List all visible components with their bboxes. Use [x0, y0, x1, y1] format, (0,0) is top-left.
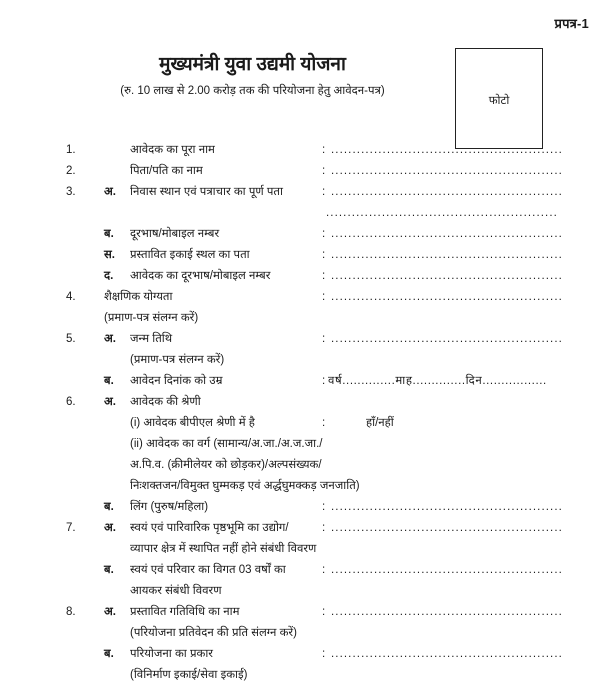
form-row [0, 371, 615, 392]
form-row [0, 602, 615, 623]
row-label: व्यापार क्षेत्र में स्थापित नहीं होने संबंधी विवरण [130, 543, 317, 555]
form-row [0, 455, 615, 476]
row-number: 4. [66, 291, 76, 303]
form-row [0, 434, 615, 455]
row-sub-letter: ब. [104, 501, 114, 513]
form-row [0, 329, 615, 350]
row-label: आवेदक का पूरा नाम [130, 144, 215, 156]
row-label: (परियोजना प्रतिवेदन की प्रति संलग्न करें) [130, 627, 297, 639]
answer-dotted-line[interactable]: ...................................................... [326, 207, 558, 219]
answer-dotted-line[interactable]: ...................................................... [331, 648, 563, 660]
form-row [0, 413, 615, 434]
row-colon: : [322, 501, 326, 513]
row-sub-letter: अ. [104, 606, 116, 618]
row-colon: : [322, 606, 326, 618]
row-number: 2. [66, 165, 76, 177]
row-colon: : [322, 564, 326, 576]
row-number: 7. [66, 522, 76, 534]
form-row [0, 161, 615, 182]
row-sub-letter: ब. [104, 648, 114, 660]
row-colon: : [322, 522, 326, 534]
row-label: निवास स्थान एवं पत्राचार का पूर्ण पता [130, 186, 283, 198]
form-row [0, 644, 615, 665]
row-number: 5. [66, 333, 76, 345]
row-colon: : [322, 291, 326, 303]
row-label: प्रस्तावित इकाई स्थल का पता [130, 249, 250, 261]
row-sub-letter: अ. [104, 396, 116, 408]
answer-dotted-line[interactable]: ...................................................... [331, 144, 563, 156]
answer-dotted-line[interactable]: ...................................................... [331, 186, 563, 198]
row-colon: : [322, 333, 326, 345]
row-sub-letter: स. [104, 249, 115, 261]
yes-no-option[interactable]: हाँ/नहीं [366, 417, 394, 429]
row-label: शैक्षणिक योग्यता [104, 291, 173, 303]
row-label: प्रस्तावित गतिविधि का नाम [130, 606, 240, 618]
answer-dotted-line[interactable]: ...................................................... [331, 333, 563, 345]
answer-dotted-line[interactable]: ...................................................... [331, 249, 563, 261]
age-input-line[interactable]: वर्ष..............माह..............दिन................. [328, 375, 547, 387]
form-row [0, 203, 615, 224]
row-colon: : [322, 144, 326, 156]
form-row [0, 287, 615, 308]
form-row [0, 539, 615, 560]
form-row [0, 623, 615, 644]
row-label: पिता/पति का नाम [130, 165, 203, 177]
form-row [0, 308, 615, 329]
answer-dotted-line[interactable]: ...................................................... [331, 564, 563, 576]
form-rows [0, 140, 615, 686]
row-number: 1. [66, 144, 76, 156]
row-colon: : [322, 417, 326, 429]
form-row [0, 581, 615, 602]
form-row [0, 476, 615, 497]
answer-dotted-line[interactable]: ...................................................... [331, 291, 563, 303]
row-sub-letter: द. [104, 270, 114, 282]
photo-placeholder-box[interactable] [455, 48, 543, 149]
row-label: दूरभाष/मोबाइल नम्बर [130, 228, 220, 240]
row-colon: : [322, 228, 326, 240]
row-number: 6. [66, 396, 76, 408]
answer-dotted-line[interactable]: ...................................................... [331, 606, 563, 618]
form-row [0, 182, 615, 203]
row-sub-letter: अ. [104, 522, 116, 534]
row-colon: : [322, 375, 326, 387]
row-label: (i) आवेदक बीपीएल श्रेणी में है [130, 417, 255, 429]
form-row [0, 497, 615, 518]
row-label: परियोजना का प्रकार [130, 648, 214, 660]
row-label: आवेदक की श्रेणी [130, 396, 201, 408]
row-colon: : [322, 186, 326, 198]
row-sub-letter: अ. [104, 186, 116, 198]
form-row [0, 350, 615, 371]
row-colon: : [322, 270, 326, 282]
form-row [0, 518, 615, 539]
row-sub-letter: अ. [104, 333, 116, 345]
page-subtitle: (रु. 10 लाख से 2.00 करोड़ तक की परियोजना हेतु आवेदन-पत्र) [120, 85, 385, 97]
row-label: स्वयं एवं पारिवारिक पृष्ठभूमि का उद्योग/ [130, 522, 289, 534]
row-number: 8. [66, 606, 76, 618]
form-row [0, 392, 615, 413]
row-label: निःशक्तजन/विमुक्त घुम्मकड़ एवं अर्द्धघुमक्कड़ जनजाति) [130, 480, 360, 492]
row-label: (प्रमाण-पत्र संलग्न करें) [104, 312, 199, 324]
page-title: मुख्यमंत्री युवा उद्यमी योजना [159, 54, 346, 75]
form-row [0, 560, 615, 581]
row-label: आवेदक का दूरभाष/मोबाइल नम्बर [130, 270, 271, 282]
row-colon: : [322, 249, 326, 261]
row-sub-letter: ब. [104, 564, 114, 576]
row-label: (ii) आवेदक का वर्ग (सामान्य/अ.जा./अ.ज.जा./ [130, 438, 323, 450]
title-block [60, 52, 445, 99]
form-row [0, 140, 615, 161]
form-row [0, 665, 615, 686]
row-colon: : [322, 648, 326, 660]
form-row [0, 224, 615, 245]
answer-dotted-line[interactable]: ...................................................... [331, 228, 563, 240]
answer-dotted-line[interactable]: ...................................................... [331, 501, 563, 513]
answer-dotted-line[interactable]: ...................................................... [331, 270, 563, 282]
answer-dotted-line[interactable]: ...................................................... [331, 522, 563, 534]
form-code-label: प्रपत्र-1 [554, 16, 589, 31]
answer-dotted-line[interactable]: ...................................................... [331, 165, 563, 177]
row-colon: : [322, 165, 326, 177]
row-label: आयकर संबंधी विवरण [130, 585, 222, 597]
row-sub-letter: ब. [104, 228, 114, 240]
row-label: जन्म तिथि [130, 333, 173, 345]
row-label: अ.पि.व. (क्रीमीलेयर को छोड़कर)/अल्पसंख्यक/ [130, 459, 322, 471]
row-number: 3. [66, 186, 76, 198]
form-row [0, 245, 615, 266]
row-label: (प्रमाण-पत्र संलग्न करें) [130, 354, 225, 366]
row-label: आवेदन दिनांक को उम्र [130, 375, 223, 387]
form-row [0, 266, 615, 287]
row-label: लिंग (पुरुष/महिला) [130, 501, 209, 513]
row-sub-letter: ब. [104, 375, 114, 387]
row-label: स्वयं एवं परिवार का विगत 03 वर्षों का [130, 564, 286, 576]
row-label: (विनिर्माण इकाई/सेवा इकाई) [130, 669, 248, 681]
photo-placeholder-label: फोटो [488, 95, 510, 107]
